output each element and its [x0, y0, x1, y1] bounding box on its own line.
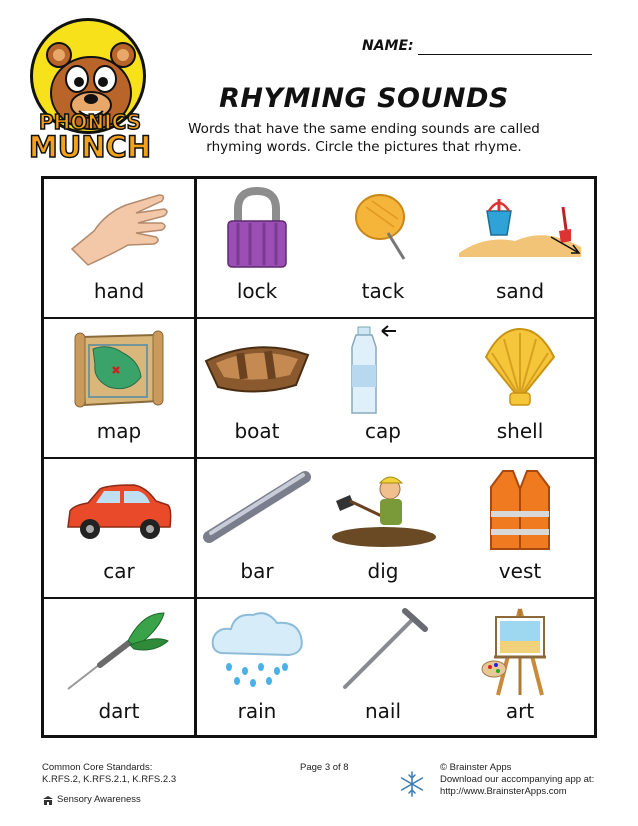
word-label: cap	[365, 419, 401, 443]
standards-codes: K.RFS.2, K.RFS.2.1, K.RFS.2.3	[42, 774, 177, 785]
target-cell	[44, 179, 194, 319]
website-link[interactable]: http://www.BrainsterApps.com	[440, 786, 567, 797]
hand-icon	[64, 187, 174, 267]
choice-cell[interactable]	[194, 319, 320, 459]
page-number: Page 3 of 8	[300, 762, 349, 773]
snowflake-icon	[398, 770, 426, 798]
standards-title: Common Core Standards:	[42, 762, 153, 773]
worksheet-title: RHYMING SOUNDS	[219, 83, 509, 114]
phonics-munch-logo	[26, 18, 154, 164]
metal-bar-icon	[199, 467, 315, 547]
rain-cloud-icon	[207, 607, 307, 687]
dart-icon	[64, 607, 174, 693]
name-field[interactable]	[362, 38, 592, 58]
logo-word-phonics: PHONICS	[38, 110, 142, 134]
word-label: dig	[367, 559, 399, 583]
word-label: lock	[236, 279, 278, 303]
word-label: car	[103, 559, 135, 583]
choice-cell[interactable]	[194, 179, 320, 319]
choice-cell[interactable]	[194, 459, 320, 599]
name-label: NAME:	[362, 38, 414, 54]
seashell-icon	[480, 327, 560, 409]
word-label: sand	[495, 279, 545, 303]
choice-cell[interactable]	[446, 459, 594, 599]
school-icon	[42, 795, 54, 806]
nail-icon	[333, 607, 433, 693]
choice-cell[interactable]	[320, 179, 446, 319]
thumbtack-icon	[348, 187, 418, 267]
name-write-line[interactable]	[418, 54, 592, 55]
choice-cell[interactable]	[320, 599, 446, 739]
word-label: vest	[498, 559, 542, 583]
word-label: bar	[240, 559, 274, 583]
word-label: art	[505, 699, 535, 723]
category-label: Sensory Awareness	[57, 794, 141, 805]
word-label: rain	[237, 699, 277, 723]
instructions: Words that have the same ending sounds are called rhyming words. Circle the pictures that rhyme.	[188, 121, 540, 155]
choice-cell[interactable]	[446, 179, 594, 319]
safety-vest-icon	[485, 467, 555, 553]
target-cell	[44, 599, 194, 739]
treasure-map-icon	[69, 327, 169, 411]
rowboat-icon	[202, 327, 312, 407]
word-label: map	[96, 419, 142, 443]
word-label: tack	[361, 279, 405, 303]
word-label: shell	[496, 419, 544, 443]
download-text: Download our accompanying app at:	[440, 774, 595, 785]
logo-word-munch: MUNCH	[28, 130, 152, 164]
footer-credits	[440, 762, 620, 798]
choice-cell[interactable]	[194, 599, 320, 739]
copyright: © Brainster Apps	[440, 762, 512, 773]
easel-icon	[480, 607, 560, 697]
choice-cell[interactable]	[446, 319, 594, 459]
choice-cell[interactable]	[320, 459, 446, 599]
target-cell	[44, 319, 194, 459]
word-label: hand	[93, 279, 145, 303]
word-label: dart	[98, 699, 140, 723]
padlock-icon	[222, 187, 292, 269]
digging-worker-icon	[328, 467, 438, 551]
word-label: nail	[364, 699, 402, 723]
footer-standards	[42, 762, 192, 806]
target-cell	[44, 459, 194, 599]
car-icon	[64, 477, 174, 547]
rhyme-grid	[41, 176, 597, 738]
word-label: boat	[234, 419, 280, 443]
water-bottle-icon	[338, 325, 428, 417]
choice-cell[interactable]	[446, 599, 594, 739]
sand-bucket-icon	[455, 187, 585, 267]
choice-cell[interactable]	[320, 319, 446, 459]
